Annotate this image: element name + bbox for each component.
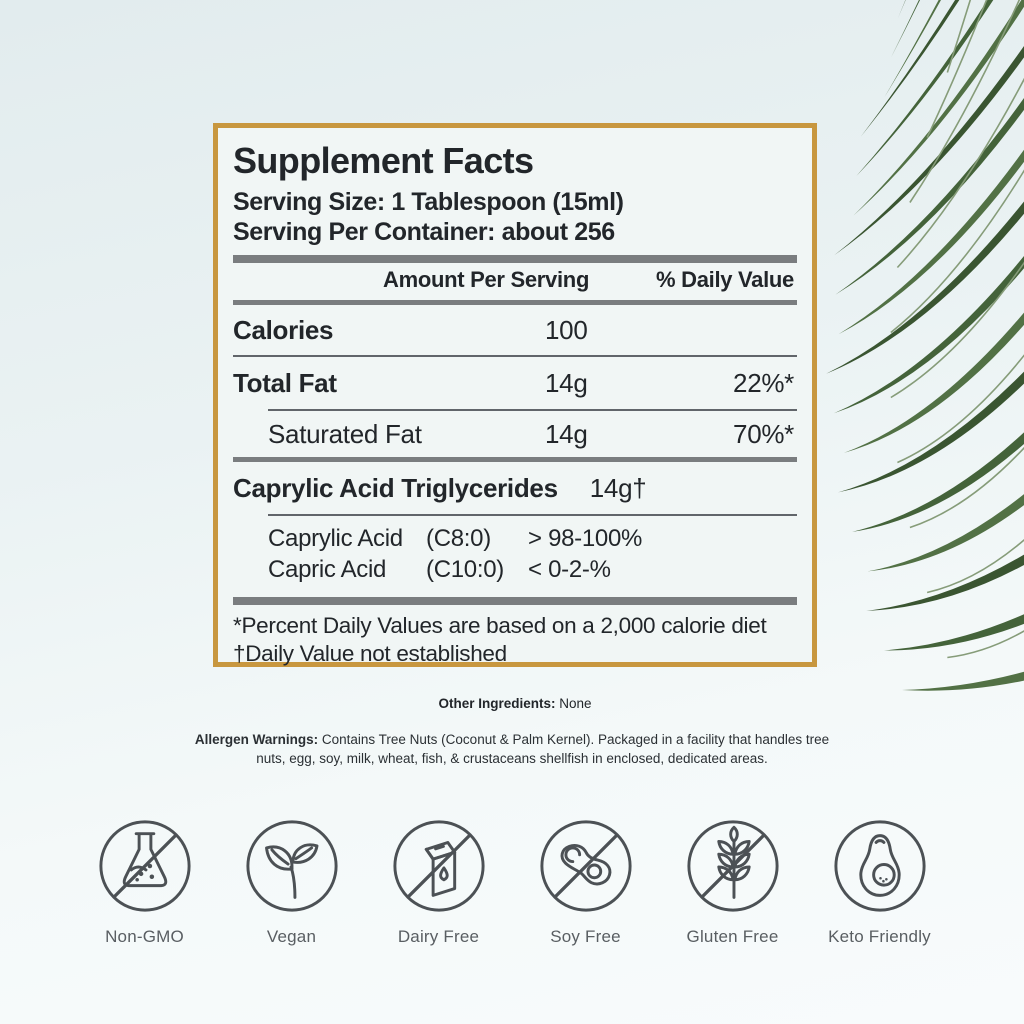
soy-pod-crossed-icon <box>537 817 635 915</box>
badge-label: Dairy Free <box>397 927 480 946</box>
allergen-warning-text: Contains Tree Nuts (Coconut & Palm Kernel). Packaged in a facility that handles tree nuts, egg, soy, milk, wheat, fish, & crustaceans shellfish in enclosed, dedicated areas. <box>256 731 830 766</box>
nutrient-row-caprylic-triglycerides: Caprylic Acid Triglycerides 14g† <box>233 472 647 503</box>
other-ingredients-value: None <box>559 695 592 711</box>
amount-column-header: Amount Per Serving <box>383 267 590 292</box>
badge-label: Non-GMO <box>105 927 184 946</box>
footnote-dagger: †Daily Value not established <box>233 641 507 666</box>
badge-dairy-free <box>380 817 498 947</box>
nutrient-row-calories: Calories 100 <box>233 314 588 345</box>
supplement-facts-panel <box>213 123 817 667</box>
nutrient-row-saturated-fat: Saturated Fat 14g 70%* <box>268 418 794 449</box>
badge-label: Vegan <box>266 927 317 946</box>
allergen-warning-label: Allergen Warnings: <box>194 731 319 747</box>
daily-value-column-header: % Daily Value <box>656 267 794 292</box>
badge-label: Keto Friendly <box>828 927 931 946</box>
milk-carton-crossed-icon <box>390 817 488 915</box>
subrow-caprylic-acid: Caprylic Acid (C8:0) > 98-100% <box>268 525 643 552</box>
flask-crossed-icon <box>96 817 194 915</box>
badge-soy-free <box>527 817 645 947</box>
subrow-capric-acid: Capric Acid (C10:0) < 0-2-% <box>268 556 611 583</box>
column-header-row <box>233 263 797 300</box>
avocado-icon <box>831 817 929 915</box>
divider-bar-bottom <box>233 597 797 605</box>
feature-badges <box>0 817 1024 947</box>
leaf-icon <box>243 817 341 915</box>
serving-size-line: Serving Size: 1 Tablespoon (15ml) <box>233 188 624 216</box>
other-ingredients-label: Other Ingredients: <box>438 695 556 711</box>
badge-keto-friendly <box>821 817 939 947</box>
footnotes <box>233 612 797 668</box>
badge-label: Gluten Free <box>686 927 779 946</box>
badge-gluten-free <box>674 817 792 947</box>
servings-per-container-line: Serving Per Container: about 256 <box>233 218 615 246</box>
allergen-warning <box>182 730 842 768</box>
fatty-acid-breakdown <box>233 516 797 595</box>
badge-vegan <box>233 817 351 947</box>
nutrient-row-total-fat: Total Fat 14g 22%* <box>233 367 794 398</box>
divider-bar-top <box>233 255 797 263</box>
badge-non-gmo <box>86 817 204 947</box>
footnote-daily-values: *Percent Daily Values are based on a 2,000 calorie diet <box>233 613 767 638</box>
panel-title: Supplement Facts <box>233 140 534 181</box>
other-ingredients-line <box>213 696 817 711</box>
badge-label: Soy Free <box>550 927 621 946</box>
wheat-crossed-icon <box>684 817 782 915</box>
